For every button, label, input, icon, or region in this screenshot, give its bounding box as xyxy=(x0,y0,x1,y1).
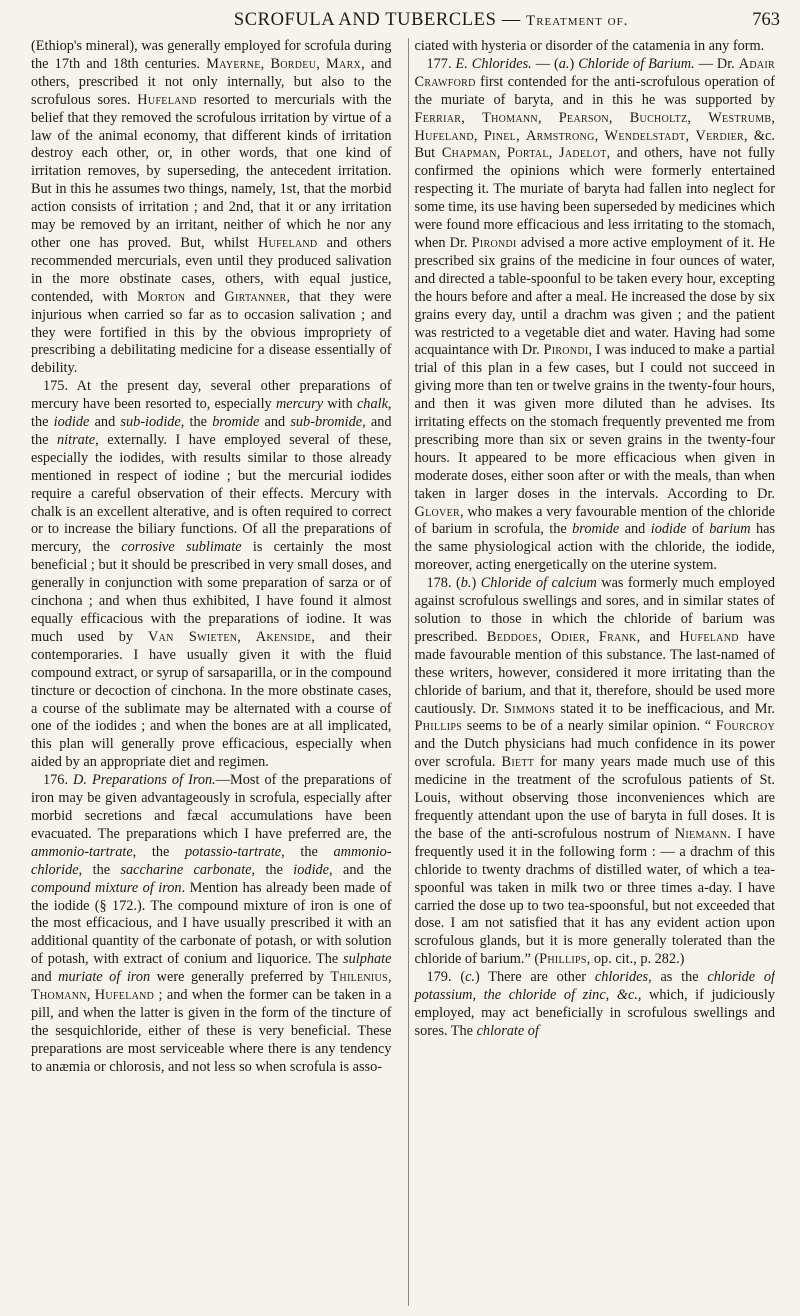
author-name: Westrumb xyxy=(708,109,772,126)
text-run: and xyxy=(185,288,225,305)
running-title-main: SCROFULA AND TUBERCLES xyxy=(233,10,497,30)
emphasis: bromide xyxy=(572,521,620,538)
text-run: and xyxy=(259,414,291,431)
running-title-dash: — xyxy=(496,10,527,30)
emphasis: mercury xyxy=(275,396,324,413)
text-run: —Most of the preparations of iron may be given advantageously in scrofula, especially after morbid secretions and fæcal accumulations have been evacuated. The preparations which I have preferred are, the xyxy=(31,772,392,842)
author-name: Odier xyxy=(550,628,586,645)
author-name: Adair Crawford xyxy=(414,55,775,90)
left-column xyxy=(31,38,392,1306)
text-run: 175. At the present day, several other preparations of mercury have been resorted to, especially xyxy=(31,378,392,413)
emphasis: sub-bromide xyxy=(290,414,363,431)
author-name: Bordeu xyxy=(270,55,317,72)
text-run: , and their contemporaries. I have usually given it with the fluid compound extract, or syrup of sarsaparilla, or in the compound tincture or decoction of cinchona. In the more obstinate cases, a course of the sublimate may be alternated with a course of one of the iodides ; and when the bones are at all implicated, this plan will generally prove efficacious, especially when aided by an appropriate diet and regimen. xyxy=(31,628,392,771)
emphasis: corrosive sublimate xyxy=(121,539,242,556)
text-run: advised a more active employment of it. He prescribed six grains of the medicine in four ounces of water, and directed a table-spoonful to be taken every hour, excepting the hours before and after a meal. He increased the dose by six grains every day, until a drachm was given ; and the patient was restricted to a vegetable diet and water. Having had some acquaintance with Dr. xyxy=(414,234,775,359)
text-run: , xyxy=(685,127,696,144)
text-run: , xyxy=(473,127,484,144)
text-run: , xyxy=(237,628,256,645)
text-run: , externally. I have employed several of these, especially the iodides, with results similar to those already mentioned in respect of iodine ; but the mercurial iodides require a careful observation of their effects. Mercury with chalk is an excellent alterative, and is often required to correct or to increase the biliary functions. Of all the preparations of mercury, the xyxy=(31,431,392,556)
text-run: , xyxy=(585,628,599,645)
text-run: resorted to mercurials with the belief that they removed the scrofulous irritation by virtue of a law of the animal economy, that different kinds of irritation destroy each other, or, in other words, that one kind of irritation removes, by superseding, the antecedent irritation. But in this he assumes two things, namely, 1st, that the morbid action consists of irritation ; and 2nd, that it or any irritation may be removed by an irritant, neither of which he nor any other one has proved. But, whilst xyxy=(31,91,392,251)
author-name: Hufeland xyxy=(679,628,739,645)
author-name: Phillips xyxy=(539,951,587,968)
emphasis: sub-iodide xyxy=(120,414,181,431)
text-run: , and the xyxy=(31,414,392,448)
author-name: Hufeland xyxy=(258,234,318,251)
emphasis: compound mixture of iron xyxy=(31,879,182,896)
text-run: , the xyxy=(281,843,334,860)
author-name: Pirondi xyxy=(543,342,589,359)
text-run: , xyxy=(687,109,709,126)
author-name: Verdier xyxy=(695,127,744,144)
author-name: Girtanner xyxy=(224,288,287,305)
running-title xyxy=(40,10,752,31)
text-run: , the xyxy=(251,861,294,878)
text-run: , &c. But xyxy=(414,127,775,162)
emphasis: iodide xyxy=(650,521,687,538)
author-name: Portal xyxy=(507,145,549,162)
author-name: Marx xyxy=(326,55,362,72)
emphasis: barium xyxy=(709,521,751,538)
text-run: , xyxy=(548,145,559,162)
author-name: Niemann xyxy=(674,825,728,842)
paragraph-177 xyxy=(415,56,776,575)
text-run: 179. ( xyxy=(426,969,466,986)
author-name: Fourcroy xyxy=(715,718,775,735)
emphasis: chlorides xyxy=(594,969,649,986)
paragraph-179 xyxy=(415,969,776,1041)
author-name: Thomann xyxy=(482,109,538,126)
emphasis: muriate of iron xyxy=(58,969,151,986)
text-run: , and the xyxy=(329,861,392,878)
text-run: , op. cit., p. 282.) xyxy=(586,951,685,968)
author-name: Thilenius xyxy=(330,969,388,986)
text-run: for many years made much use of this medicine in the treatment of the scrofulous patients of St. Louis, without observing those inconveniences which are frequently attendant upon the use of baryta in full doses. It is the base of the anti-scrofulous nostrum of xyxy=(414,754,775,842)
subsection-letter: a. xyxy=(558,55,570,72)
section-heading: Chlorides. xyxy=(467,55,532,72)
text-run: (Ethiop's mineral), was generally employed for scrofula during the 17th and 18th centuries. xyxy=(31,38,392,72)
paragraph-175 xyxy=(31,378,392,772)
text-run: and xyxy=(619,521,651,538)
author-name: Wendelstadt xyxy=(604,127,686,144)
paragraph-continuation: ciated with hysteria or disorder of the catamenia in any form. xyxy=(414,38,765,54)
author-name: Hufeland xyxy=(137,91,197,108)
text-run: , the xyxy=(132,843,186,860)
emphasis: chlorate of xyxy=(476,1022,539,1039)
emphasis: chloride of potassium xyxy=(414,969,775,1004)
emphasis: nitrate xyxy=(56,431,96,448)
author-name: Simmons xyxy=(504,700,556,717)
text-run: , which, if judiciously employed, may act beneficially in scrofulous swellings and sores. The xyxy=(414,987,775,1039)
right-column xyxy=(408,38,776,1306)
page-number: 763 xyxy=(752,10,780,30)
emphasis: iodide xyxy=(53,414,90,431)
text-run: with xyxy=(323,396,357,413)
text-run: was formerly much employed against scrofulous swellings and sores, and in similar states of solution to those in which the chloride of barium was prescribed. xyxy=(414,575,775,645)
text-run: , xyxy=(537,628,551,645)
author-name: Jadelot xyxy=(559,145,607,162)
author-name: Hufeland xyxy=(414,127,474,144)
emphasis: iodide xyxy=(293,861,330,878)
text-run: , xyxy=(260,55,271,72)
section-number: 176. xyxy=(43,772,74,789)
text-run: ) xyxy=(569,55,579,72)
paragraph-176 xyxy=(31,772,392,1076)
text-run: , xyxy=(516,127,526,144)
text-run: , xyxy=(387,969,392,986)
author-name: Phillips xyxy=(414,718,463,735)
text-run: , and others, have not fully confirmed the opinions which were formerly entertained respecting it. The muriate of baryta had fallen into neglect for some time, its use having been superseded by medicines which were found more efficacious and less irritating to the stomach, when Dr. xyxy=(414,145,775,251)
emphasis: the chloride of zinc, &c. xyxy=(483,987,638,1004)
author-name: Ferriar xyxy=(414,109,462,126)
text-run: , xyxy=(771,109,775,126)
text-run: , the xyxy=(78,861,121,878)
text-run: stated it to be inefficacious, and Mr. xyxy=(555,700,775,717)
text-run: first contended for the anti-scrofulous operation of the muriate of baryta, and in this he was supported by xyxy=(414,73,775,108)
author-name: Pirondi xyxy=(471,234,517,251)
author-name: Armstrong xyxy=(526,127,595,144)
text-run: , xyxy=(86,987,95,1004)
text-run: were generally preferred by xyxy=(150,969,331,986)
text-run: , and xyxy=(636,628,680,645)
author-name: Pearson xyxy=(558,109,609,126)
emphasis: bromide xyxy=(212,414,260,431)
text-run: , I was induced to make a partial trial of this plan in a few cases, but I could not succeed in giving more than ten or twelve grains in the twenty-four hours, and then it was given more diluted than he advises. Its irritating effects on the stomach frequently prevented me from prescribing more than six or seven grains in the twenty-four hours. It appeared to be more efficacious when given in moderate doses, either soon after or with the meals, than when taken in larger doses in the intervals. According to Dr. xyxy=(414,342,775,502)
text-run: 178. ( xyxy=(426,575,461,592)
text-run: and others recommended mercurials, even until they produced salivation in the more obstinate cases, others, with equal justice, contended, with xyxy=(31,234,392,305)
author-name: Glover xyxy=(414,503,460,520)
text-run: — ( xyxy=(531,55,559,72)
text-run: ) There are other xyxy=(475,969,595,986)
text-run: , and others, prescribed it not only internally, but also to the scrofulous sores. xyxy=(31,55,392,108)
running-header xyxy=(40,10,780,40)
emphasis: saccharine carbonate xyxy=(120,861,252,878)
text-run: ; and when the former can be taken in a pill, and when the latter is given in the form of the tincture of the sesquichloride, either of these is very beneficial. These preparations are most serviceable where there is any tendency to anæmia or chlorosis, and not less so when scrofula is asso- xyxy=(31,987,392,1075)
emphasis: potassio-tartrate xyxy=(185,843,282,860)
text-run: ) xyxy=(471,575,481,592)
text-run: have made favourable mention of this substance. The last-named of these writers, however, considered it more irritating than the chloride of barium, and that it, therefore, should be used more cautiously. Dr. xyxy=(414,628,775,717)
text-run: is certainly the most beneficial ; but it should be prescribed in very small doses, and generally in conjunction with some preparation of sarza or of cinchona ; and when thus exhibited, I have found it almost equally efficacious with the preparations of iodine. It was much used by xyxy=(31,539,392,645)
text-run: and the Dutch physicians had much confidence in its power over scrofula. xyxy=(414,736,775,771)
author-name: Akenside xyxy=(255,628,312,645)
emphasis: chalk xyxy=(356,396,388,413)
author-name: Chapman xyxy=(441,145,497,162)
text-run: , xyxy=(316,55,327,72)
text-run: , the xyxy=(180,414,213,431)
text-run: , who makes a very favourable mention of the chloride of barium in scrofula, the xyxy=(414,503,775,538)
text-run: , as the xyxy=(648,969,708,986)
emphasis: ammonio-tartrate xyxy=(31,843,133,860)
text-run: , xyxy=(472,987,484,1004)
text-run: , xyxy=(608,109,630,126)
subsection-heading: Chloride of calcium xyxy=(480,575,597,592)
text-run: , that they were injurious when carried so far as to occasion salivation ; and they were fortified in this by the obvious impropriety of prescribing a debilitating medicine for a disease essentially of debility. xyxy=(31,288,392,377)
author-name: Van Swieten xyxy=(148,628,238,645)
text-run: , xyxy=(537,109,559,126)
paragraph-178 xyxy=(415,575,776,969)
text-run: . Mention has already been made of the iodide (§ 172.). The compound mixture of iron is one of the most efficacious, and I have usually prescribed it with an additional quantity of the carbonate of potash, or with solution of potash, with extract of conium and liquorice. The xyxy=(31,879,392,968)
emphasis: sulphate xyxy=(343,951,392,968)
subsection-heading: Chloride of Barium. xyxy=(578,55,695,72)
text-run: . I have frequently used it in the following form : — a drachm of this chloride to twenty drachms of distilled water, of which a tea-spoonful was taken in milk two or three times a-day. I have carried the dose up to two tea-spoonsful, but not exceeded that dose. I am not satisfied that it has any evident action upon scrofulous glands, but it is more generally tolerated than the chloride of barium.” ( xyxy=(414,825,775,968)
author-name: Hufeland xyxy=(94,987,155,1004)
author-name: Beddoes xyxy=(486,628,538,645)
section-letter: D. xyxy=(73,772,87,789)
emphasis: ammonio-chloride xyxy=(31,843,392,878)
author-name: Morton xyxy=(137,288,186,305)
text-run: and xyxy=(89,414,121,431)
text-run: , xyxy=(594,127,605,144)
subsection-letter: b. xyxy=(460,575,472,592)
text-run: , xyxy=(496,145,508,162)
text-columns xyxy=(31,38,775,1306)
section-letter: E. xyxy=(455,55,468,72)
author-name: Mayerne xyxy=(206,55,261,72)
author-name: Biett xyxy=(501,754,535,771)
section-heading: Preparations of Iron. xyxy=(86,772,216,789)
text-run: has the same physiological action with the chloride, the iodide, moreover, acting energetically on the uterine system. xyxy=(414,521,775,574)
paragraph-ethiops-mineral xyxy=(31,38,392,378)
text-run: of xyxy=(686,521,710,538)
author-name: Pinel xyxy=(483,127,517,144)
running-title-sub: Treatment of. xyxy=(526,13,629,29)
section-number: 177. xyxy=(426,55,456,72)
text-run: , the xyxy=(31,396,392,431)
author-name: Bucholtz xyxy=(629,109,688,126)
text-run: seems to be of a nearly similar opinion. “ xyxy=(462,718,716,735)
text-run: , xyxy=(461,109,483,126)
author-name: Frank xyxy=(598,628,637,645)
subsection-letter: c. xyxy=(465,969,475,986)
author-name: Thomann xyxy=(31,987,87,1004)
text-run: and xyxy=(31,969,59,986)
text-run: — Dr. xyxy=(694,55,739,72)
